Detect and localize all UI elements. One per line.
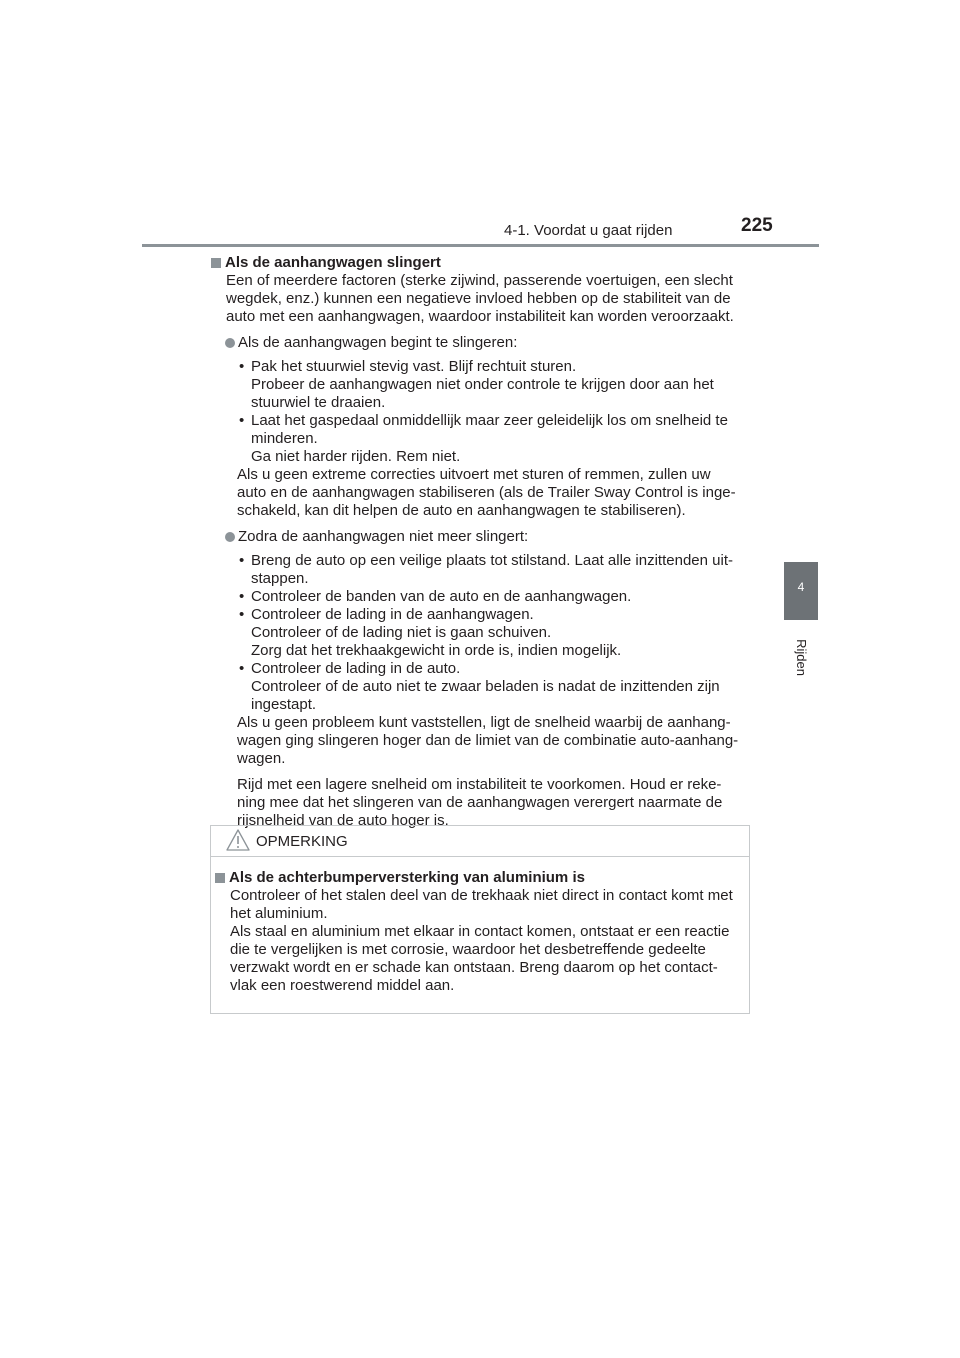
sub-item-text: Pak het stuurwiel stevig vast. Blijf rechtuit sturen. [251, 358, 577, 375]
text-line: rijsnelheid van de auto hoger is. [237, 812, 449, 829]
intro-line: Een of meerdere factoren (sterke zijwind, passerende voertuigen, een slecht [226, 272, 733, 289]
chapter-tab-label: Rijden [793, 638, 809, 676]
header-section-title: 4-1. Voordat u gaat rijden [504, 222, 673, 239]
text-line: auto en de aanhangwagen stabiliseren (als de Trailer Sway Control is inge- [237, 484, 736, 501]
sub-item [211, 552, 747, 588]
bullet-after-paragraph [211, 714, 747, 768]
sub-item [211, 358, 747, 376]
text-line: Laat het gaspedaal onmiddellijk maar zeer geleidelijk los om snelheid te [251, 412, 728, 429]
section-heading-text: Als de aanhangwagen slingert [225, 254, 441, 271]
text-line: Controleer de lading in de auto. [251, 660, 461, 677]
text-line: wagen. [237, 750, 286, 767]
sub-item [211, 588, 747, 606]
text-line: Controleer of het stalen deel van de trekhaak niet direct in contact komt met [230, 887, 733, 904]
sub-item-continuation [211, 376, 747, 412]
sub-item [211, 606, 747, 624]
bullet-stopped-swaying [211, 528, 747, 546]
bullet-dot-icon [225, 532, 235, 542]
chapter-tab-number: 4 [797, 580, 805, 594]
sub-item [211, 660, 747, 678]
bullet-after-paragraph [211, 466, 747, 520]
sub-bullet-icon: • [239, 588, 245, 605]
bullet-title: Als de aanhangwagen begint te slingeren: [238, 334, 518, 351]
sub-bullet-icon: • [239, 358, 245, 375]
main-content [211, 254, 747, 830]
text-line: Rijd met een lagere snelheid om instabiliteit te voorkomen. Houd er reke- [237, 776, 722, 793]
text-line: Controleer of de auto niet te zwaar beladen is nadat de inzittenden zijn [251, 678, 720, 695]
sub-item-continuation [211, 448, 747, 466]
notice-heading [215, 869, 741, 887]
text-line: stuurwiel te draaien. [251, 394, 386, 411]
chapter-tab-label-wrap [784, 632, 818, 682]
text-line: die te vergelijken is met corrosie, waardoor het desbetreffende gedeelte [230, 941, 706, 958]
notice-paragraph [215, 887, 741, 995]
bullet-swaying [211, 334, 747, 352]
text-line: Controleer de banden van de auto en de aanhangwagen. [251, 588, 632, 605]
header-rule [142, 244, 819, 247]
sub-bullet-icon: • [239, 660, 245, 677]
notice-heading-text: Als de achterbumperversterking van aluminium is [229, 869, 585, 886]
intro-line: wegdek, enz.) kunnen een negatieve invloed hebben op de stabiliteit van de [226, 290, 731, 307]
notice-body [215, 869, 741, 995]
text-line: stappen. [251, 570, 309, 587]
intro-line: auto met een aanhangwagen, waardoor instabiliteit kan worden veroorzaakt. [226, 308, 734, 325]
sub-bullet-icon: • [239, 412, 245, 429]
intro-paragraph [211, 272, 747, 326]
sub-bullet-icon: • [239, 606, 245, 623]
sub-item [211, 412, 747, 448]
text-line: Zorg dat het trekhaakgewicht in orde is, indien mogelijk. [251, 642, 622, 659]
section-heading [211, 254, 747, 272]
text-line: Ga niet harder rijden. Rem niet. [251, 448, 461, 465]
text-line: verzwakt wordt en er schade kan ontstaan. Breng daarom op het contact- [230, 959, 718, 976]
text-line: schakeld, kan dit helpen de auto en aanhangwagen te stabiliseren). [237, 502, 686, 519]
notice-header [211, 826, 749, 857]
text-line: het aluminium. [230, 905, 328, 922]
text-line: Als u geen probleem kunt vaststellen, ligt de snelheid waarbij de aanhang- [237, 714, 731, 731]
warning-triangle-icon [226, 829, 250, 851]
sub-bullet-icon: • [239, 552, 245, 569]
bullet-dot-icon [225, 338, 235, 348]
notice-box [210, 825, 750, 1014]
page-number: 225 [741, 215, 773, 236]
notice-title: OPMERKING [256, 833, 348, 850]
text-line: Probeer de aanhangwagen niet onder controle te krijgen door aan het [251, 376, 714, 393]
text-line: Controleer of de lading niet is gaan schuiven. [251, 624, 552, 641]
text-line: minderen. [251, 430, 318, 447]
text-line: Breng de auto op een veilige plaats tot stilstand. Laat alle inzittenden uit- [251, 552, 733, 569]
text-line: ning mee dat het slingeren van de aanhangwagen verergert naarmate de [237, 794, 723, 811]
heading-square-icon [211, 258, 221, 268]
text-line: Controleer de lading in de aanhangwagen. [251, 606, 534, 623]
bullet-title: Zodra de aanhangwagen niet meer slingert: [238, 528, 529, 545]
bullet-after-paragraph [211, 776, 747, 830]
text-line: Als staal en aluminium met elkaar in contact komen, ontstaat er een reactie [230, 923, 730, 940]
sub-item-continuation [211, 678, 747, 714]
text-line: Als u geen extreme correcties uitvoert met sturen of remmen, zullen uw [237, 466, 711, 483]
heading-square-icon [215, 873, 225, 883]
text-line: wagen ging slingeren hoger dan de limiet van de combinatie auto-aanhang- [237, 732, 739, 749]
text-line: vlak een roestwerend middel aan. [230, 977, 455, 994]
text-line: ingestapt. [251, 696, 317, 713]
sub-item-continuation [211, 624, 747, 660]
